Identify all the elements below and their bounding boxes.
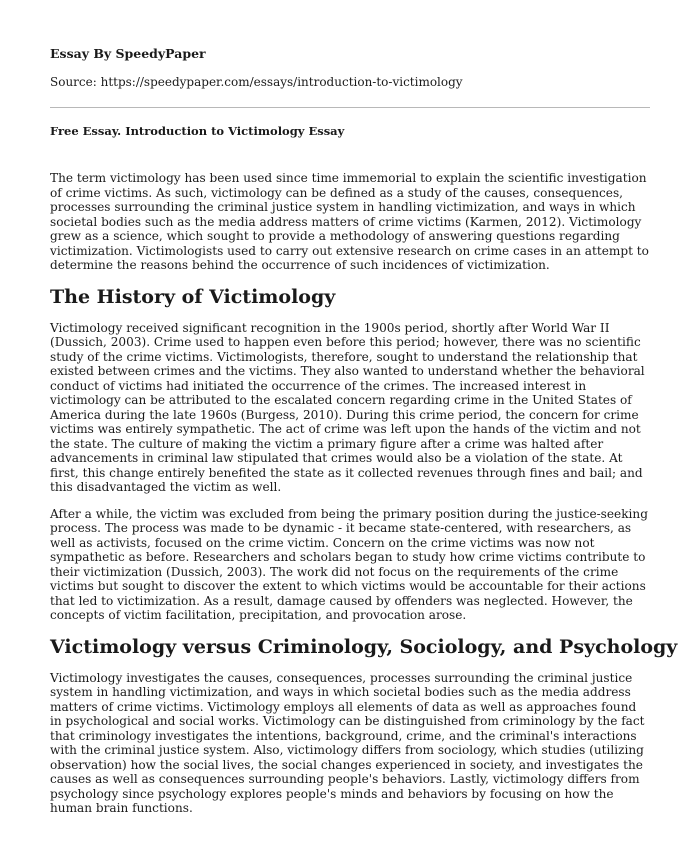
section-heading-history: The History of Victimology <box>50 285 336 308</box>
brand-name: Essay By SpeedyPaper <box>50 46 206 61</box>
intro-paragraph: The term victimology has been used since time immemorial to explain the scientific investigation of crime victims. As such, victimology can be defined as a study of the causes, consequences, processes surrounding the criminal justice system in handling victimization, and ways in which societal bodies such as the media address matters of crime victims (Karmen, 2012). Victimology grew as a science, which sought to provide a methodology of answering questions regarding victimization. Victimologists used to carry out extensive research on crime cases in an attempt to determine the reasons behind the occurrence of such incidences of victimization. <box>50 171 649 272</box>
source-line: Source: https://speedypaper.com/essays/introduction-to-victimology <box>50 75 463 89</box>
history-paragraph-1: Victimology received significant recognition in the 1900s period, shortly after World War II (Dussich, 2003). Crime used to happen even before this period; however, there was no scientific study of the crime victims. Victimologists, therefore, sought to understand the relationship that existed between crimes and the victims. They also wanted to understand whether the behavioral conduct of victims had initiated the occurrence of the crimes. The increased interest in victimology can be attributed to the escalated concern regarding crime in the United States of America during the late 1960s (Burgess, 2010). During this crime period, the concern for crime victims was entirely sympathetic. The act of crime was left upon the hands of the victim and not the state. The culture of making the victim a primary figure after a crime was halted after advancements in criminal law stipulated that crimes would also be a violation of the state. At first, this change entirely benefited the state as it collected revenues through fines and bail; and this disadvantaged the victim as well. <box>50 320 645 494</box>
history-paragraph-2: After a while, the victim was excluded from being the primary position during the justice-seeking process. The process was made to be dynamic - it became state-centered, with researchers, as well as activists, focused on the crime victim. Concern on the crime victims was now not sympathetic as before. Researchers and scholars began to study how crime victims contribute to their victimization (Dussich, 2003). The work did not focus on the requirements of the crime victims but sought to discover the extent to which victims would be accountable for their actions that led to victimization. As a result, damage caused by offenders was neglected. However, the concepts of victim facilitation, precipitation, and provocation arose. <box>50 506 648 622</box>
comparison-paragraph-1: Victimology investigates the causes, consequences, processes surrounding the criminal justice system in handling victimization, and ways in which societal bodies such as the media address matters of crime victims. Victimology employs all elements of data as well as approaches found in psychological and social works. Victimology can be distinguished from criminology by the fact that criminology investigates the intentions, background, crime, and the criminal's interactions with the criminal justice system. Also, victimology differs from sociology, which studies (utilizing observation) how the social lives, the social changes experienced in society, and investigates the causes as well as consequences surrounding people's behaviors. Lastly, victimology differs from psychology since psychology explores people's minds and behaviors by focusing on how the human brain functions. <box>50 670 645 815</box>
section-heading-comparison: Victimology versus Criminology, Sociology, and Psychology <box>50 635 678 658</box>
header-divider <box>50 107 650 108</box>
essay-title: Free Essay. Introduction to Victimology Essay <box>50 124 345 138</box>
essay-body <box>50 171 678 828</box>
